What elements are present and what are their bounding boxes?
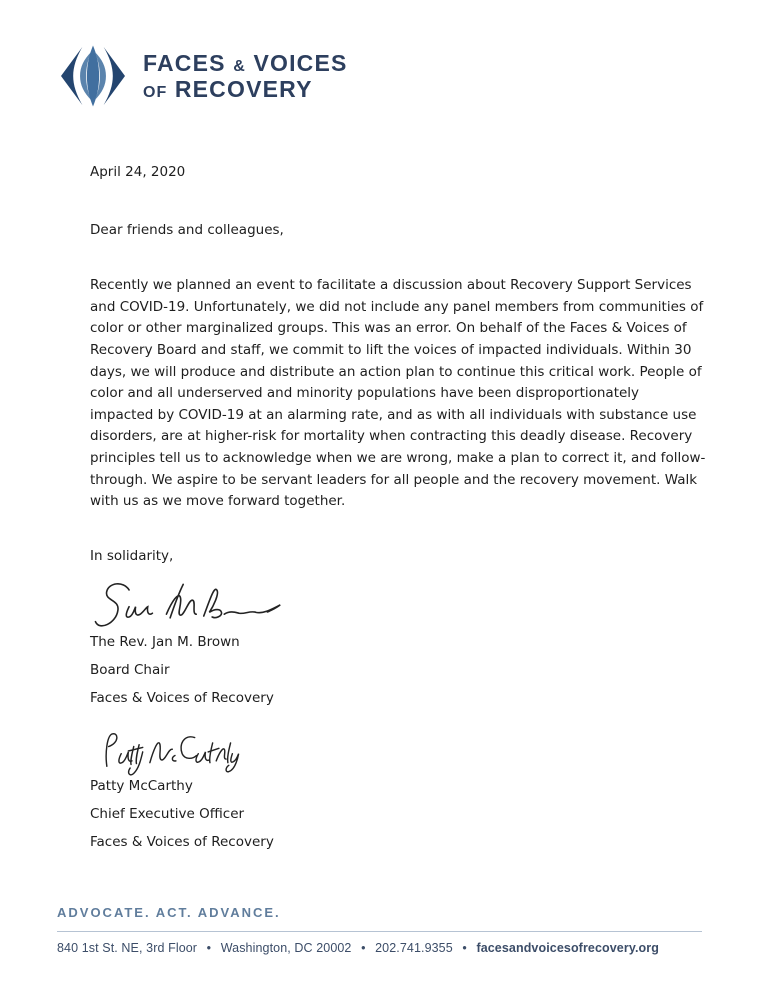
city-state-zip: Washington, DC 20002 — [220, 941, 352, 955]
signatory-org: Faces & Voices of Recovery — [90, 834, 274, 851]
logo-line1: FACES & VOICES — [143, 49, 348, 76]
letter-body — [90, 162, 706, 853]
bullet-separator: • — [206, 941, 212, 955]
website-url: facesandvoicesofrecovery.org — [476, 941, 659, 955]
signatory-org: Faces & Voices of Recovery — [90, 690, 274, 707]
body-paragraph: Recently we planned an event to facilitate a discussion about Recovery Support Services and COVID-19. Unfortunately, we did not include any panel members from communities of color or other marginalized groups. This was an error. On behalf of the Faces & Voices of Recovery Board and staff, we commit to lift the voices of impacted individuals. Within 30 days, we will produce and distribute an action plan to continue this critical work. People of color and all underserved and minority populations have been disproportionately impacted by COVID-19 at an alarming rate, and as with all individuals with substance use disorders, are at higher-risk for mortality when contracting this deadly disease. Recovery principles tell us to acknowledge when we are wrong, make a plan to correct it, and follow-through. We aspire to be servant leaders for all people and the recovery movement. Walk with us as we move forward together. — [90, 277, 706, 510]
jan-m-brown-signature — [86, 575, 286, 631]
salutation: Dear friends and colleagues, — [90, 221, 284, 238]
letter-footer — [57, 905, 702, 955]
faces-voices-logo-icon — [56, 44, 130, 108]
logo-wordmark — [143, 50, 348, 102]
bullet-separator: • — [361, 941, 366, 955]
signatory-title: Chief Executive Officer — [90, 806, 245, 823]
signatory-name: The Rev. Jan M. Brown — [90, 634, 240, 651]
patty-mccarthy-signature — [88, 725, 253, 777]
street-address: 840 1st St. NE, 3rd Floor — [57, 941, 198, 955]
date-line: April 24, 2020 — [90, 164, 186, 180]
footer-address — [57, 941, 702, 955]
bullet-separator: • — [462, 941, 467, 955]
signatory-block-jan-brown — [90, 575, 706, 709]
signatory-title: Board Chair — [90, 662, 170, 679]
footer-tagline: ADVOCATE. ACT. ADVANCE. — [57, 905, 281, 920]
letterhead — [0, 0, 768, 108]
footer-divider — [57, 931, 702, 932]
closing: In solidarity, — [90, 547, 174, 564]
logo-ampersand: & — [233, 57, 246, 75]
phone-number: 202.741.9355 — [375, 941, 453, 955]
signatory-block-patty-mccarthy — [90, 725, 706, 853]
logo-line2: OF RECOVERY — [143, 76, 313, 102]
signatory-name: Patty McCarthy — [90, 778, 193, 795]
org-logo — [56, 44, 768, 108]
